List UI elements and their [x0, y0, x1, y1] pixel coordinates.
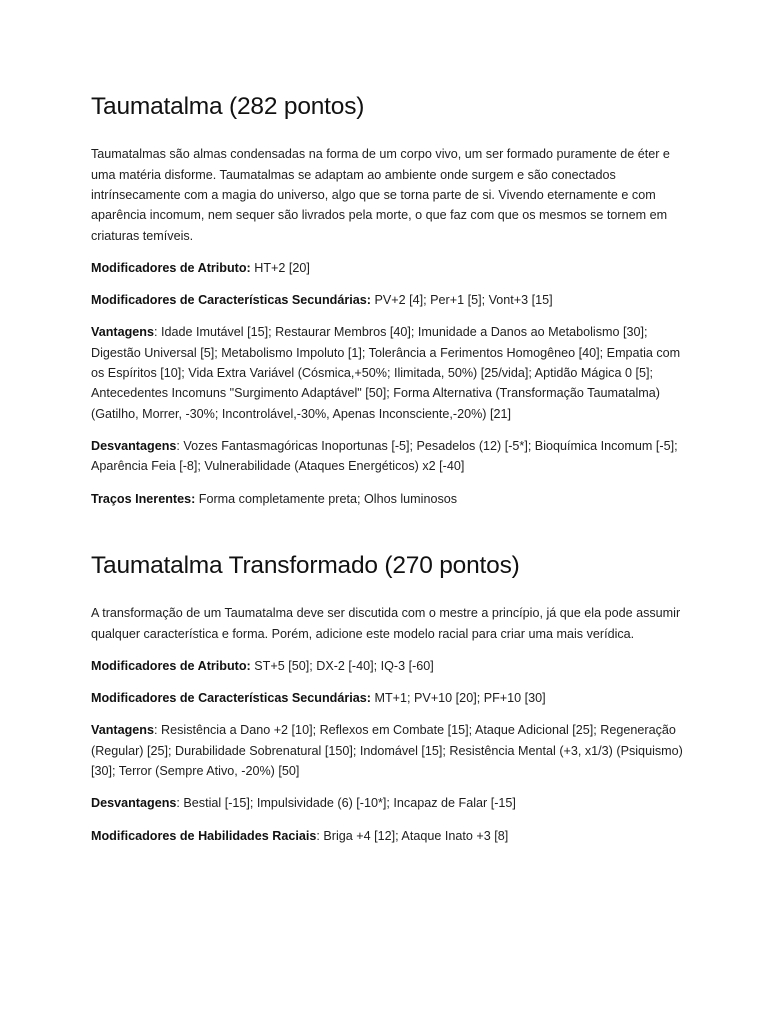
secondary-characteristics: [91, 290, 688, 310]
field-value: : Idade Imutável [15]; Restaurar Membros [40]; Imunidade a Danos ao Metabolismo [30]; Digestão Universal [5]; Metabolismo Impoluto [1]; Tolerância a Ferimentos Homogêneo [40]; Empatia com os Espíritos [10]; Vida Extra Variável (Cósmica,+50%; Ilimitada, 50%) [25/vida]; Aptidão Mágica 0 [5]; Antecedentes Incomuns "Surgimento Adaptável" [50]; Forma Alternativa (Transformação Taumatalma) (Gatilho, Morrer, -30%; Incontrolável,-30%, Apenas Inconsciente,-20%) [21]: [91, 325, 681, 421]
advantages: [91, 720, 688, 781]
field-value: Forma completamente preta; Olhos luminosos: [195, 491, 458, 506]
attribute-modifiers: [91, 656, 688, 676]
field-label: Traços Inerentes:: [91, 491, 196, 506]
field-value: : Resistência a Dano +2 [10]; Reflexos em Combate [15]; Ataque Adicional [25]; Regeneração (Regular) [25]; Durabilidade Sobrenatural [150]; Indomável [15]; Resistência Mental (+3, x1/3) (Psiquismo) [30]; Terror (Sempre Ativo, -20%) [50]: [91, 723, 683, 779]
section-intro: Taumatalmas são almas condensadas na forma de um corpo vivo, um ser formado puramente de éter e uma matéria disforme. Taumatalmas se adaptam ao ambiente onde surgem e são conectados intrínsecamente com a magia do universo, algo que se torna parte de si. Vivendo eternamente e com aparência incomum, nem sequer são livrados pela morte, o que faz com que os mesmos se tornem em criaturas temíveis.: [91, 147, 670, 243]
field-value: HT+2 [20]: [250, 260, 310, 275]
field-label: Modificadores de Características Secundárias:: [91, 691, 371, 706]
field-label: Vantagens: [91, 325, 154, 340]
section-title: Taumatalma Transformado (270 pontos): [91, 551, 520, 579]
section-title: Taumatalma (282 pontos): [91, 93, 365, 120]
field-label: Vantagens: [91, 723, 154, 738]
disadvantages: [91, 436, 688, 477]
field-value: PV+2 [4]; Per+1 [5]; Vont+3 [15]: [370, 293, 553, 308]
field-label: Desvantagens: [91, 438, 177, 453]
field-label: Modificadores de Características Secundárias:: [91, 293, 371, 308]
attribute-modifiers: [91, 258, 688, 278]
field-value: ST+5 [50]; DX-2 [-40]; IQ-3 [-60]: [250, 658, 434, 673]
field-value: : Vozes Fantasmagóricas Inoportunas [-5]; Pesadelos (12) [-5*]; Bioquímica Incomum [-5]; Aparência Feia [-8]; Vulnerabilidade (Ataques Energéticos) x2 [-40]: [91, 438, 678, 474]
inherent-traits: [91, 489, 688, 509]
field-label: Modificadores de Habilidades Raciais: [91, 828, 317, 843]
field-value: : Briga +4 [12]; Ataque Inato +3 [8]: [316, 828, 509, 843]
race-section-taumatalma: [91, 92, 688, 509]
field-label: Modificadores de Atributo:: [91, 658, 251, 673]
field-label: Desvantagens: [91, 796, 177, 811]
field-label: Modificadores de Atributo:: [91, 260, 251, 275]
section-intro: A transformação de um Taumatalma deve ser discutida com o mestre a princípio, já que ela pode assumir qualquer característica e forma. Porém, adicione este modelo racial para criar uma mais verídica.: [91, 606, 681, 641]
field-value: MT+1; PV+10 [20]; PF+10 [30]: [370, 691, 546, 706]
advantages: [91, 322, 688, 423]
secondary-characteristics: [91, 688, 688, 708]
racial-skill-modifiers: [91, 826, 688, 846]
field-value: : Bestial [-15]; Impulsividade (6) [-10*]; Incapaz de Falar [-15]: [176, 796, 516, 811]
race-section-taumatalma-transformado: [91, 551, 688, 846]
disadvantages: [91, 793, 688, 813]
